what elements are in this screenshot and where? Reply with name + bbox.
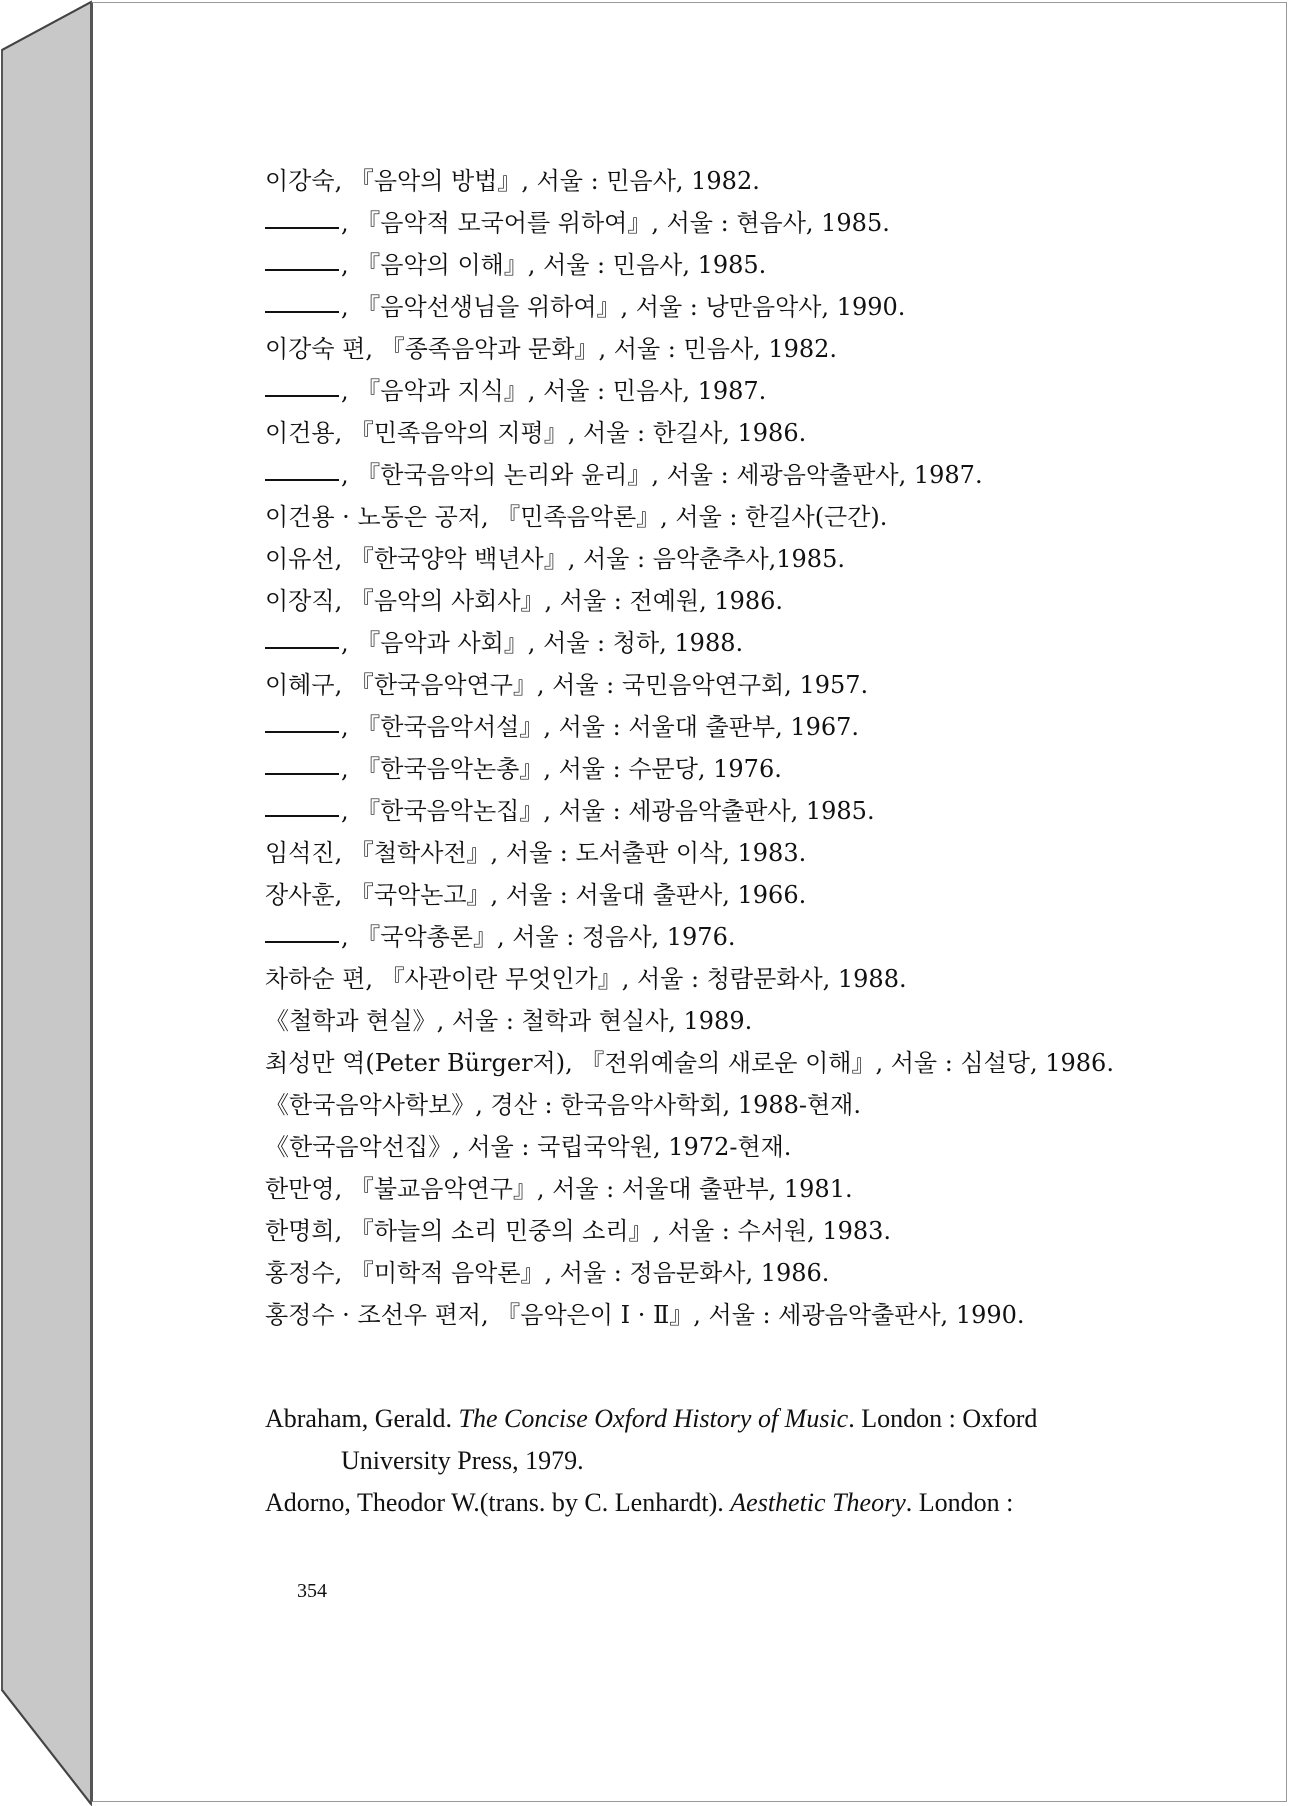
reference-details: , 『음악과 지식』, 서울 : 민음사, 1987. bbox=[341, 377, 767, 405]
reference-author: 《한국음악사학보》 bbox=[265, 1091, 476, 1119]
reference-publisher: . London : Oxford bbox=[848, 1404, 1038, 1433]
reference-details: , 『음악의 사회사』, 서울 : 전예원, 1986. bbox=[334, 587, 784, 615]
reference-entry bbox=[265, 1000, 1145, 1042]
reference-details: , 『한국양악 백년사』, 서울 : 음악춘추사,1985. bbox=[334, 545, 845, 573]
reference-entry bbox=[265, 622, 1145, 664]
reference-entry bbox=[265, 1398, 1145, 1482]
reference-details: , 『한국음악논총』, 서울 : 수문당, 1976. bbox=[341, 755, 782, 783]
reference-entry bbox=[265, 286, 1145, 328]
reference-author: 홍정수 bbox=[265, 1259, 335, 1287]
reference-entry bbox=[265, 370, 1145, 412]
reference-details: , 『한국음악서설』, 서울 : 서울대 출판부, 1967. bbox=[341, 713, 860, 741]
ditto-dash bbox=[265, 394, 339, 397]
reference-details: , 『종족음악과 문화』, 서울 : 민음사, 1982. bbox=[365, 335, 838, 363]
reference-details: , 『불교음악연구』, 서울 : 서울대 출판부, 1981. bbox=[334, 1175, 853, 1203]
ditto-dash bbox=[265, 646, 339, 649]
reference-entry bbox=[265, 706, 1145, 748]
page-number: 354 bbox=[297, 1580, 327, 1602]
reference-author: Adorno, Theodor W.(trans. by C. Lenhardt). bbox=[265, 1488, 731, 1517]
reference-entry bbox=[265, 454, 1145, 496]
reference-details: , 『사관이란 무엇인가』, 서울 : 청람문화사, 1988. bbox=[365, 965, 907, 993]
reference-entry bbox=[265, 160, 1145, 202]
reference-details: , 『한국음악연구』, 서울 : 국민음악연구회, 1957. bbox=[334, 671, 869, 699]
spine-face bbox=[2, 2, 91, 1804]
reference-author: 임석진 bbox=[265, 839, 335, 867]
reference-author: 최성만 역(Peter Bürger저) bbox=[265, 1049, 566, 1077]
reference-entry bbox=[265, 1210, 1145, 1252]
reference-author: 이건용 · 노동은 공저 bbox=[265, 503, 481, 531]
reference-author: Abraham, Gerald. bbox=[265, 1404, 459, 1433]
reference-entry bbox=[265, 1482, 1145, 1524]
reference-author: 《한국음악선집》 bbox=[265, 1133, 453, 1161]
bibliography bbox=[265, 160, 1145, 1524]
ditto-dash bbox=[265, 268, 339, 271]
reference-entry bbox=[265, 1168, 1145, 1210]
reference-details: , 『음악선생님을 위하여』, 서울 : 낭만음악사, 1990. bbox=[341, 293, 906, 321]
reference-author: 이건용 bbox=[265, 419, 335, 447]
reference-details: , 『미학적 음악론』, 서울 : 정음문화사, 1986. bbox=[334, 1259, 830, 1287]
reference-author: 한명희 bbox=[265, 1217, 335, 1245]
reference-publisher: . London : bbox=[905, 1488, 1014, 1517]
reference-author: 차하순 편 bbox=[265, 965, 366, 993]
reference-details: , 『전위예술의 새로운 이해』, 서울 : 심설당, 1986. bbox=[565, 1049, 1114, 1077]
book-spine-edge bbox=[0, 0, 95, 1806]
reference-entry bbox=[265, 1294, 1145, 1336]
reference-entry bbox=[265, 496, 1145, 538]
reference-title: Aesthetic Theory bbox=[730, 1488, 906, 1517]
reference-entry bbox=[265, 958, 1145, 1000]
reference-entry bbox=[265, 1252, 1145, 1294]
reference-author: 장사훈 bbox=[265, 881, 335, 909]
korean-reference-list bbox=[265, 160, 1145, 1336]
reference-details: , 『한국음악논집』, 서울 : 세광음악출판사, 1985. bbox=[341, 797, 875, 825]
ditto-dash bbox=[265, 226, 339, 229]
reference-details: , 경산 : 한국음악사학회, 1988-현재. bbox=[475, 1091, 861, 1119]
reference-continuation: University Press, 1979. bbox=[341, 1446, 584, 1475]
ditto-dash bbox=[265, 772, 339, 775]
ditto-dash bbox=[265, 730, 339, 733]
reference-author: 이강숙 편 bbox=[265, 335, 366, 363]
reference-title: The Concise Oxford History of Music bbox=[458, 1404, 849, 1433]
reference-details: , 『음악은이 Ⅰ · Ⅱ』, 서울 : 세광음악출판사, 1990. bbox=[481, 1301, 1025, 1329]
ditto-dash bbox=[265, 310, 339, 313]
reference-author: 이강숙 bbox=[265, 167, 335, 195]
reference-entry bbox=[265, 790, 1145, 832]
reference-author: 홍정수 · 조선우 편저 bbox=[265, 1301, 481, 1329]
reference-entry bbox=[265, 1126, 1145, 1168]
ditto-dash bbox=[265, 478, 339, 481]
reference-details: , 『음악과 사회』, 서울 : 청하, 1988. bbox=[341, 629, 744, 657]
reference-entry bbox=[265, 1084, 1145, 1126]
reference-entry bbox=[265, 244, 1145, 286]
reference-details: , 서울 : 철학과 현실사, 1989. bbox=[436, 1007, 753, 1035]
reference-details: , 『민족음악론』, 서울 : 한길사(근간). bbox=[481, 503, 888, 531]
reference-author: 《철학과 현실》 bbox=[265, 1007, 437, 1035]
reference-details: , 『음악적 모국어를 위하여』, 서울 : 현음사, 1985. bbox=[341, 209, 890, 237]
reference-details: , 『음악의 방법』, 서울 : 민음사, 1982. bbox=[334, 167, 760, 195]
reference-details: , 『민족음악의 지평』, 서울 : 한길사, 1986. bbox=[334, 419, 807, 447]
reference-details: , 『음악의 이해』, 서울 : 민음사, 1985. bbox=[341, 251, 767, 279]
reference-details: , 『하늘의 소리 민중의 소리』, 서울 : 수서원, 1983. bbox=[334, 1217, 892, 1245]
reference-author: 한만영 bbox=[265, 1175, 335, 1203]
reference-author: 이혜구 bbox=[265, 671, 335, 699]
reference-entry bbox=[265, 328, 1145, 370]
ditto-dash bbox=[265, 940, 339, 943]
english-reference-list bbox=[265, 1398, 1145, 1524]
reference-entry bbox=[265, 916, 1145, 958]
reference-entry bbox=[265, 664, 1145, 706]
reference-author: 이유선 bbox=[265, 545, 335, 573]
reference-entry bbox=[265, 1042, 1145, 1084]
ditto-dash bbox=[265, 814, 339, 817]
reference-details: , 『한국음악의 논리와 윤리』, 서울 : 세광음악출판사, 1987. bbox=[341, 461, 983, 489]
reference-details: , 『철학사전』, 서울 : 도서출판 이삭, 1983. bbox=[334, 839, 807, 867]
reference-details: , 서울 : 국립국악원, 1972-현재. bbox=[452, 1133, 792, 1161]
reference-details: , 『국악총론』, 서울 : 정음사, 1976. bbox=[341, 923, 736, 951]
reference-entry bbox=[265, 538, 1145, 580]
reference-author: 이장직 bbox=[265, 587, 335, 615]
reference-entry bbox=[265, 748, 1145, 790]
reference-entry bbox=[265, 580, 1145, 622]
reference-details: , 『국악논고』, 서울 : 서울대 출판사, 1966. bbox=[334, 881, 807, 909]
reference-entry bbox=[265, 412, 1145, 454]
reference-entry bbox=[265, 874, 1145, 916]
reference-entry bbox=[265, 202, 1145, 244]
reference-entry bbox=[265, 832, 1145, 874]
